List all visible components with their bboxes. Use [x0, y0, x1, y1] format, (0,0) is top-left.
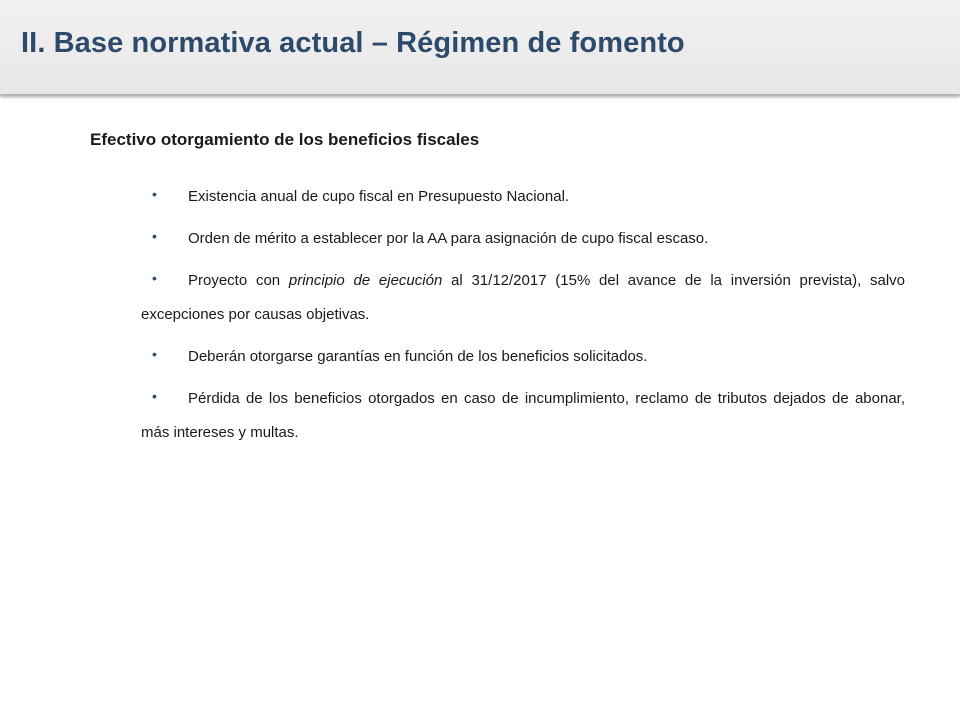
slide-title: II. Base normativa actual – Régimen de fomento: [21, 27, 685, 59]
bullet-text: Deberán otorgarse garantías en función de los beneficios solicitados.: [188, 348, 648, 365]
bullet-item: [141, 180, 905, 214]
bullet-text-emphasis: principio de ejecución: [288, 272, 443, 289]
bullet-text-pre: Proyecto con: [188, 272, 289, 289]
bullet-text: Pérdida de los beneficios otorgados en caso de incumplimiento, reclamo de tributos dejados de abonar, más intereses y multas.: [141, 390, 905, 441]
bullet-text-post: al 31/12/2017 (15% del avance de la inversión prevista), salvo excepciones por causas objetivas.: [141, 272, 905, 323]
bullet-text: [141, 272, 905, 323]
bullet-list: [141, 180, 905, 458]
bullet-icon: •: [152, 228, 157, 244]
bullet-icon: •: [152, 388, 157, 404]
bullet-item: [141, 382, 905, 450]
bullet-icon: •: [152, 346, 157, 362]
bullet-text: Existencia anual de cupo fiscal en Presupuesto Nacional.: [188, 188, 570, 205]
section-subtitle: Efectivo otorgamiento de los beneficios fiscales: [90, 130, 480, 149]
bullet-icon: •: [152, 186, 157, 202]
bullet-item: [141, 264, 905, 332]
bullet-icon: •: [152, 270, 157, 286]
bullet-item: [141, 222, 905, 256]
title-bar: [0, 0, 960, 95]
bullet-item: [141, 340, 905, 374]
bullet-text: Orden de mérito a establecer por la AA para asignación de cupo fiscal escaso.: [188, 230, 709, 247]
